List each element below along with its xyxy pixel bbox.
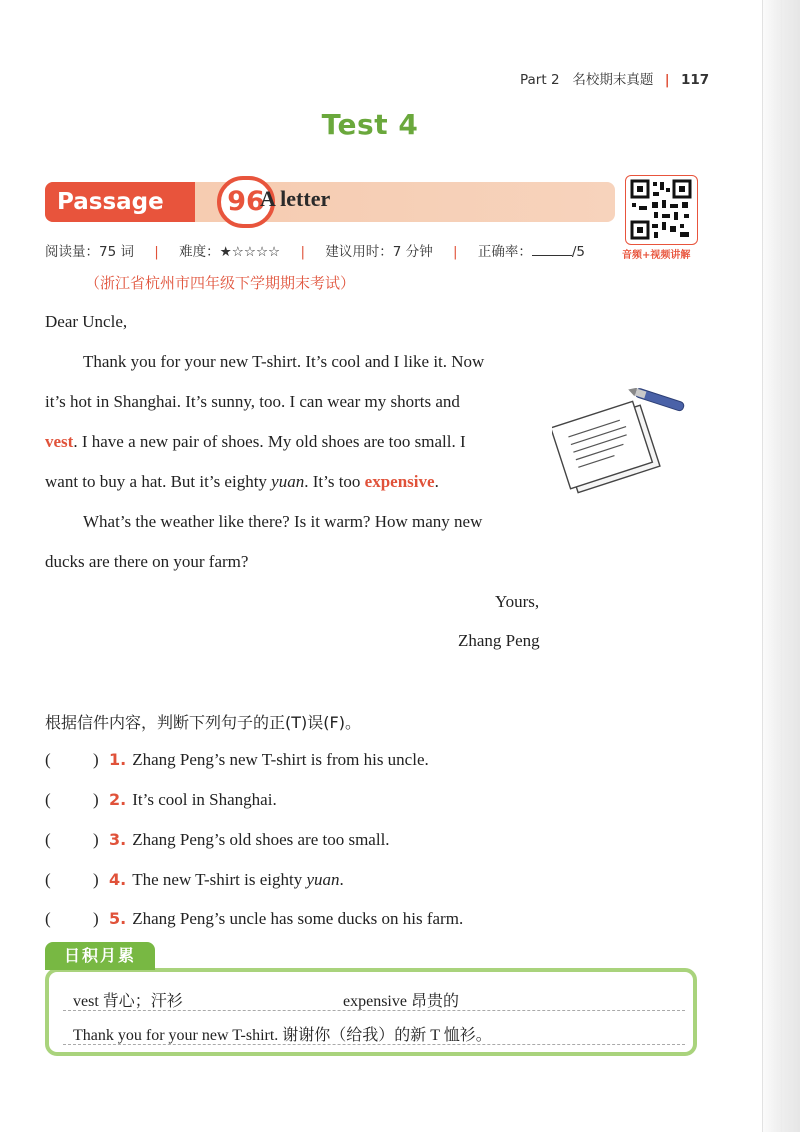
question-text: Zhang Peng’s uncle has some ducks on his farm. [132,909,464,928]
question-text: The new T-shirt is eighty [132,870,307,889]
question-instructions: 根据信件内容，判断下列句子的正(T)误(F)。 [45,713,361,732]
answer-blank-close: ) [93,750,99,769]
qr-code-icon [626,176,696,243]
difficulty-label: 难度： [179,244,220,260]
sentence-entry: Thank you for your new T-shirt. 谢谢你（给我）的新 T 恤衫。 [73,1027,492,1044]
question-text: Zhang Peng’s old shoes are too small. [132,830,390,849]
passage-label: Passage [45,182,195,222]
question-item [45,909,463,929]
question-number: 3. [109,830,127,849]
vocab-entry: vest 背心；汗衫 [73,993,183,1010]
letter-line [45,472,439,492]
answer-blank-close: ) [93,870,99,889]
letter-and-pen-illustration [552,388,692,498]
header-part: Part 2 [520,72,560,88]
passage-title: A letter [260,186,331,211]
vocab-highlight-vest: vest [45,432,74,451]
question-text-italic: yuan [306,870,340,889]
accuracy-total: /5 [571,244,585,260]
question-item [45,750,429,770]
passage-number: 96 [217,176,275,228]
accuracy-label: 正确率： [477,244,532,260]
question-text: It’s cool in Shanghai. [132,790,277,809]
word-count: 阅读量：75 词 [45,244,134,260]
letter-text: . [434,472,439,491]
letter-text: . I have a new pair of shoes. My old shoes are too small. I [73,432,466,451]
letter-greeting: Dear Uncle, [45,312,128,331]
answer-blank-close: ) [93,830,99,849]
qr-code[interactable] [625,175,698,245]
passage-banner [45,178,615,224]
answer-blank-close: ) [93,790,99,809]
question-number: 1. [109,750,127,769]
question-number: 4. [109,870,127,889]
letter-line: Thank you for your new T-shirt. It’s cool and I like it. Now [83,352,485,371]
exam-source: （浙江省杭州市四年级下学期期末考试） [85,274,356,292]
vocab-highlight-expensive: expensive [364,472,435,491]
header-divider: | [664,72,670,88]
question-item [45,830,390,850]
answer-blank-open[interactable]: ( [45,750,51,769]
page-header [520,68,709,88]
page-number: 117 [680,72,710,88]
letter-text: . It’s too [304,472,365,491]
meta-divider: | [453,244,458,260]
letter-text-italic: yuan [271,472,305,491]
scan-line [781,0,782,1132]
answer-blank-open[interactable]: ( [45,870,51,889]
suggested-time: 建议用时：7 分钟 [325,244,433,260]
answer-blank-close: ) [93,909,99,928]
answer-blank-open[interactable]: ( [45,830,51,849]
test-title: Test 4 [321,108,419,141]
question-text: . [339,870,344,889]
meta-divider: | [300,244,306,260]
answer-blank-open[interactable]: ( [45,790,51,809]
letter-closing: Yours, [495,592,540,611]
accumulate-box [45,942,697,1058]
question-item [45,790,277,810]
accumulate-tab: 日积月累 [45,942,155,970]
meta-divider: | [154,244,159,260]
letter-line: What’s the weather like there? Is it warm? How many new [83,512,483,531]
question-number: 5. [109,909,127,928]
question-item [45,870,344,890]
letter-line: it’s hot in Shanghai. It’s sunny, too. I can wear my shorts and [45,392,460,411]
qr-label: 音频+视频讲解 [622,250,691,261]
difficulty-stars: ★☆☆☆☆ [219,244,281,260]
dashed-divider [63,1044,685,1045]
letter-line: ducks are there on your farm? [45,552,249,571]
letter-text: want to buy a hat. But it’s eighty [45,472,272,491]
letter-signature: Zhang Peng [458,631,540,650]
answer-blank-open[interactable]: ( [45,909,51,928]
letter-line [45,432,466,452]
vocab-entry: expensive 昂贵的 [343,993,459,1010]
header-section: 名校期末真题 [572,72,654,88]
passage-meta [45,240,585,260]
question-number: 2. [109,790,127,809]
page-scan-edge [762,0,800,1132]
accuracy-blank[interactable] [532,244,572,256]
question-text: Zhang Peng’s new T-shirt is from his uncle. [132,750,429,769]
dashed-divider [63,1010,685,1011]
